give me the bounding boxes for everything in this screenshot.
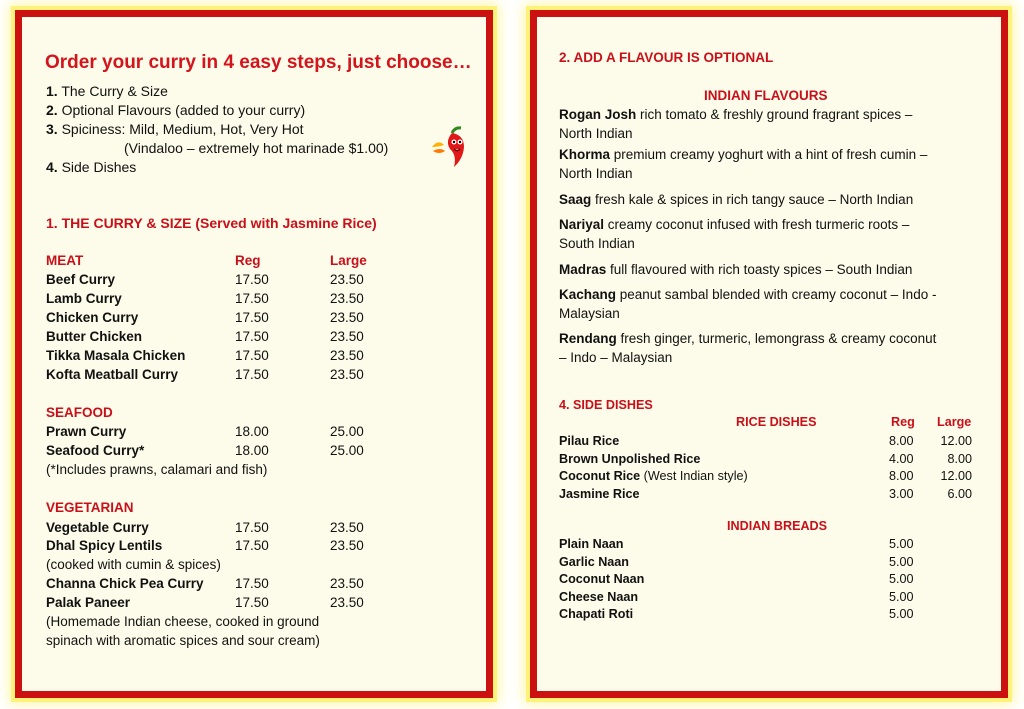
menu-item-name: Chicken Curry [46,310,139,325]
flavour-region: North Indian [559,126,633,141]
price-regular: 17.50 [235,367,269,382]
left-menu-panel [15,10,493,698]
price-regular: 17.50 [235,520,269,535]
price-large: 23.50 [330,310,364,325]
bread-price: 5.00 [889,589,914,604]
price-large: 25.00 [330,424,364,439]
flavour-item [559,192,913,207]
price-regular: 8.00 [889,469,914,483]
price-large: 23.50 [330,367,364,382]
rice-item [559,487,640,501]
flavour-region: Malaysian [559,306,620,321]
step-3: 3. Spiciness: Mild, Medium, Hot, Very Hot [46,121,304,137]
step-1: 1. The Curry & Size [46,83,168,99]
rice-item [559,469,748,483]
menu-item-name: Vegetable Curry [46,520,149,535]
rice-item [559,452,700,466]
menu-item-name: Lamb Curry [46,291,122,306]
indian-breads-heading: INDIAN BREADS [727,519,828,533]
price-large: 12.00 [940,469,972,483]
reg-column-header: Reg [235,253,261,268]
menu-item-name: Prawn Curry [46,424,127,439]
flavour-name: Nariyal [559,217,605,232]
flavour-item [559,287,936,302]
flavour-name: Kachang [559,287,617,302]
rice-large-column-header: Large [937,415,972,429]
price-regular: 17.50 [235,291,269,306]
menu-item-name: Beef Curry [46,272,116,287]
rice-item-name: Jasmine Rice [559,486,640,501]
flavour-item [559,217,909,232]
menu-item-name: Channa Chick Pea Curry [46,576,204,591]
price-large: 23.50 [330,272,364,287]
price-regular: 17.50 [235,272,269,287]
bread-item-name: Plain Naan [559,537,624,551]
rice-item-name: Brown Unpolished Rice [559,451,701,466]
price-large: 23.50 [330,538,364,553]
rice-dishes-heading: RICE DISHES [736,415,817,429]
price-large: 23.50 [330,576,364,591]
bread-price: 5.00 [889,537,914,551]
bread-price: 5.00 [889,554,914,569]
section-2-title: 2. ADD A FLAVOUR IS OPTIONAL [559,50,774,65]
vegetarian-heading: VEGETARIAN [46,500,134,515]
flavour-name: Rendang [559,331,617,346]
flavour-name: Rogan Josh [559,107,637,122]
price-large: 8.00 [947,451,972,466]
bread-item-name: Cheese Naan [559,589,639,604]
section-1-title: 1. THE CURRY & SIZE (Served with Jasmine Rice) [46,215,377,231]
menu-item-name: Kofta Meatball Curry [46,367,179,382]
price-regular: 17.50 [235,310,269,325]
dhal-note: (cooked with cumin & spices) [46,557,221,572]
indian-flavours-heading: INDIAN FLAVOURS [704,88,828,103]
flavour-region: South Indian [559,236,635,251]
price-regular: 17.50 [235,595,269,610]
rice-item-name: Coconut Rice [559,469,641,483]
menu-item-name: Seafood Curry* [46,443,145,458]
flavour-description: peanut sambal blended with creamy coconut – Indo - [616,287,937,302]
flavour-description: full flavoured with rich toasty spices – South Indian [606,262,913,277]
price-large: 23.50 [330,329,364,344]
rice-item [559,434,619,448]
price-regular: 17.50 [235,348,269,363]
step-2: 2. Optional Flavours (added to your curry) [46,102,306,118]
order-steps-title: Order your curry in 4 easy steps, just choose… [45,52,472,73]
bread-price: 5.00 [889,572,914,586]
seafood-note: (*Includes prawns, calamari and fish) [46,462,268,477]
flavour-item [559,147,927,162]
flavour-name: Saag [559,192,592,207]
price-regular: 17.50 [235,538,269,553]
meat-heading: MEAT [46,253,84,268]
price-regular: 8.00 [889,434,914,448]
price-regular: 3.00 [889,486,914,501]
section-4-title: 4. SIDE DISHES [559,398,653,412]
step-3-note: (Vindaloo – extremely hot marinade $1.00) [124,140,389,156]
price-regular: 17.50 [235,576,269,591]
bread-price: 5.00 [889,607,914,621]
menu-item-name: Palak Paneer [46,595,131,610]
right-menu-panel [530,10,1008,698]
price-regular: 4.00 [889,451,914,466]
bread-item-name: Chapati Roti [559,607,634,621]
price-large: 23.50 [330,520,364,535]
rice-item-name: Pilau Rice [559,434,620,448]
flavour-description: fresh kale & spices in rich tangy sauce – North Indian [591,192,914,207]
price-large: 12.00 [940,434,972,448]
large-column-header: Large [330,253,367,268]
seafood-heading: SEAFOOD [46,405,113,420]
menu-item-name: Dhal Spicy Lentils [46,538,163,553]
menu-item-name: Butter Chicken [46,329,143,344]
palak-note-line-1: (Homemade Indian cheese, cooked in ground [46,614,320,629]
flavour-item [559,262,912,277]
chili-pepper-icon [430,125,470,169]
bread-item-name: Coconut Naan [559,572,645,586]
flavour-name: Madras [559,262,607,277]
price-regular: 17.50 [235,329,269,344]
flavour-region: – Indo – Malaysian [559,350,673,365]
price-regular: 18.00 [235,424,269,439]
step-4: 4. Side Dishes [46,159,137,175]
flavour-description: creamy coconut infused with fresh turmeric roots – [604,217,910,232]
palak-note-line-2: spinach with aromatic spices and sour cream) [46,633,320,648]
rice-item-note: (West Indian style) [640,469,748,483]
flavour-description: rich tomato & freshly ground fragrant spices – [636,107,913,122]
price-large: 23.50 [330,291,364,306]
flavour-region: North Indian [559,166,633,181]
bread-item-name: Garlic Naan [559,554,629,569]
price-large: 23.50 [330,595,364,610]
rice-reg-column-header: Reg [891,415,915,429]
price-large: 6.00 [947,486,972,501]
price-regular: 18.00 [235,443,269,458]
flavour-item [559,331,936,346]
price-large: 23.50 [330,348,364,363]
flavour-description: premium creamy yoghurt with a hint of fresh cumin – [610,147,928,162]
menu-item-name: Tikka Masala Chicken [46,348,186,363]
flavour-item [559,107,912,122]
flavour-description: fresh ginger, turmeric, lemongrass & creamy coconut [616,331,937,346]
price-large: 25.00 [330,443,364,458]
flavour-name: Khorma [559,147,611,162]
